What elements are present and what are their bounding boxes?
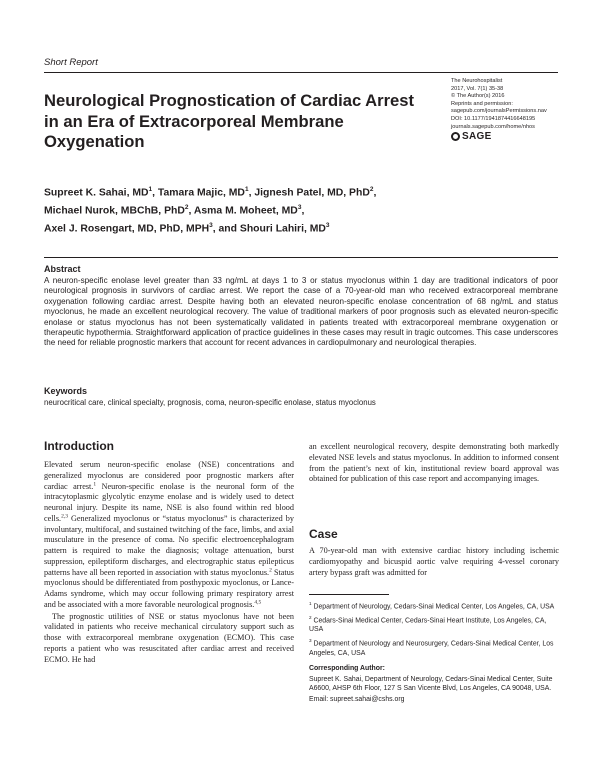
abstract-heading: Abstract (44, 264, 81, 274)
author-name: Jignesh Patel, MD, PhD (254, 187, 370, 199)
permissions-link[interactable]: sagepub.com/journalsPermissions.nav (451, 108, 547, 115)
corresponding-author-heading: Corresponding Author: (309, 665, 385, 673)
affiliation-number: 3 (309, 638, 312, 644)
author-conjunction: and (218, 223, 240, 235)
introduction-continuation: an excellent neurological recovery, despite demonstrating both markedly elevated NSE levels and status myoclonus. In addition to informed consent from the patient’s next of kin, institutional review board approval was obtained for publication of this case report and accompanying images. (309, 442, 559, 484)
citation-ref: 2 (269, 566, 272, 573)
doi[interactable]: DOI: 10.1177/1941874416648195 (451, 115, 536, 122)
affiliation-text: Cedars-Sinai Medical Center, Cedars-Sinai Heart Institute, Los Angeles, CA, USA (309, 617, 547, 634)
case-heading: Case (309, 527, 338, 541)
affiliations (309, 600, 559, 707)
affiliation-item (309, 600, 559, 612)
footnote-rule (309, 594, 389, 595)
introduction-heading: Introduction (44, 439, 114, 453)
affiliation-text: Department of Neurology and Neurosurgery, Cedars-Sinai Medical Center, Los Angeles, CA, USA (309, 640, 554, 657)
author-separator: , (248, 187, 255, 199)
reprints-label: Reprints and permission: (451, 100, 513, 107)
citation-ref: 4,5 (254, 599, 262, 606)
paragraph-text: Elevated serum neuron-specific enolase (NSE) concentrations and generalized myoclonus are considered poor prognostic markers after cardiac arrest. (44, 460, 294, 491)
article-title: Neurological Prognostication of Cardiac Arrest in an Era of Extracorporeal Membrane Oxygenation (44, 91, 415, 151)
introduction-paragraph: The prognostic utilities of NSE or status myoclonus have not been validated in patients who receive mechanical circulatory support such as those with extracorporeal membrane oxygenation (ECMO). This case reports a patient who was resuscitated after cardiac arrest and received ECMO. He had (44, 611, 294, 664)
author-affiliation-ref: 3 (297, 203, 302, 211)
author-list (44, 183, 564, 237)
journal-citation: 2017, Vol. 7(1) 35-38 (451, 85, 504, 92)
journal-url[interactable]: journals.sagepub.com/home/nhos (451, 123, 535, 130)
author-separator: , (301, 205, 305, 217)
affiliation-item (309, 614, 559, 635)
keywords-heading: Keywords (44, 386, 88, 396)
author-affiliation-ref: 3 (325, 221, 330, 229)
paragraph-text: Status myoclonus should be differentiated from posthypoxic myoclonus, or Lance-Adams syndrome, which may occur following primary respiratory arrest and be associated with a more favorable neurological prognosis. (44, 567, 294, 609)
author-separator: , (188, 205, 194, 217)
sage-logo-icon (451, 132, 460, 141)
journal-info (451, 78, 576, 141)
author-affiliation-ref: 2 (184, 203, 189, 211)
abstract-rule (44, 257, 558, 258)
citation-ref: 2,3 (61, 513, 68, 520)
author-name: Shouri Lahiri, MD (239, 223, 326, 235)
author-separator: , (152, 187, 158, 199)
introduction-body (44, 460, 294, 665)
header-rule (44, 72, 558, 73)
journal-name: The Neurohospitalist (451, 78, 503, 84)
section-label: Short Report (44, 57, 98, 68)
author-separator: , (373, 187, 377, 199)
paragraph-text: Generalized myoclonus or “status myoclonus” is characterized by involuntary, multifocal, and sustained twitching of the face, limbs, and axial musculature in the presence of coma. No specific electroencephalogram pattern is required to make the diagnosis; voltage attenuation, burst suppression, epileptiform discharges, and electrographic status epilepticus patterns have all been reported in association with status myoclonus. (44, 513, 294, 577)
keywords-text: neurocritical care, clinical specialty, prognosis, coma, neuron-specific enolase, status myoclonus (44, 398, 376, 407)
introduction-paragraph (44, 460, 294, 611)
author-separator: , (212, 223, 219, 235)
author-name: Michael Nurok, MBChB, PhD (44, 205, 185, 217)
affiliation-number: 1 (309, 601, 312, 606)
author-affiliation-ref: 3 (209, 221, 213, 229)
abstract-text: A neuron-specific enolase level greater than 33 ng/mL at days 1 to 3 or status myoclonus within 1 day are traditional indicators of poor neurological prognosis in survivors of cardiac arrest. We report the case of a 70-year-old man who received extracorporeal membrane oxygenation following cardiac arrest. Despite having both an elevated neuron-specific enolase concentration of 68 ng/mL and status myoclonus, he made an excellent neurological recovery. The value of traditional markers of poor prognosis such as elevated neuron-specific enolase or status myoclonus has not been systematically validated in patients treated with extracorporeal membrane oxygenation or therapeutic hypothermia. Straightforward application of practice guidelines in these cases may result in tragic outcomes. This case underscores the need for reliable prognostic markers that account for recent advances in cardiopulmonary and neurological therapies. (44, 276, 558, 348)
author-name: Axel J. Rosengart, MD, PhD, MPH (44, 223, 210, 235)
publisher-logo (451, 132, 576, 141)
copyright: © The Author(s) 2016 (451, 93, 505, 100)
publisher-name: SAGE (462, 130, 492, 142)
corresponding-author-email[interactable]: Email: supreet.sahai@cshs.org (309, 696, 405, 704)
author-affiliation-ref: 1 (244, 186, 249, 193)
affiliation-text: Department of Neurology, Cedars-Sinai Medical Center, Los Angeles, CA, USA (313, 603, 555, 611)
affiliation-item (309, 637, 559, 658)
author-name: Asma M. Moheet, MD (193, 205, 298, 217)
author-name: Supreet K. Sahai, MD (44, 187, 149, 199)
paragraph-text: Neuron-specific enolase is the neuronal form of the intracytoplasmic glycolytic enzyme enolase and is widely used to detect neuronal injury. Despite its name, NSE is also found within red blood cells. (44, 481, 294, 523)
author-affiliation-ref: 1 (148, 186, 153, 193)
affiliation-number: 2 (309, 615, 312, 621)
corresponding-author-address: Supreet K. Sahai, Department of Neurology, Cedars-Sinai Medical Center, Suite A6600, AHSP 6th Floor, 127 S San Vicente Blvd, Los Angeles, CA 90048, USA. (309, 676, 553, 693)
author-affiliation-ref: 2 (369, 186, 374, 193)
author-name: Tamara Majic, MD (157, 187, 245, 199)
citation-ref: 1 (93, 480, 97, 487)
case-body: A 70-year-old man with extensive cardiac history including ischemic cardiomyopathy and bicuspid aortic valve requiring 4-vessel coronary artery bypass graft was admitted for (309, 546, 559, 577)
